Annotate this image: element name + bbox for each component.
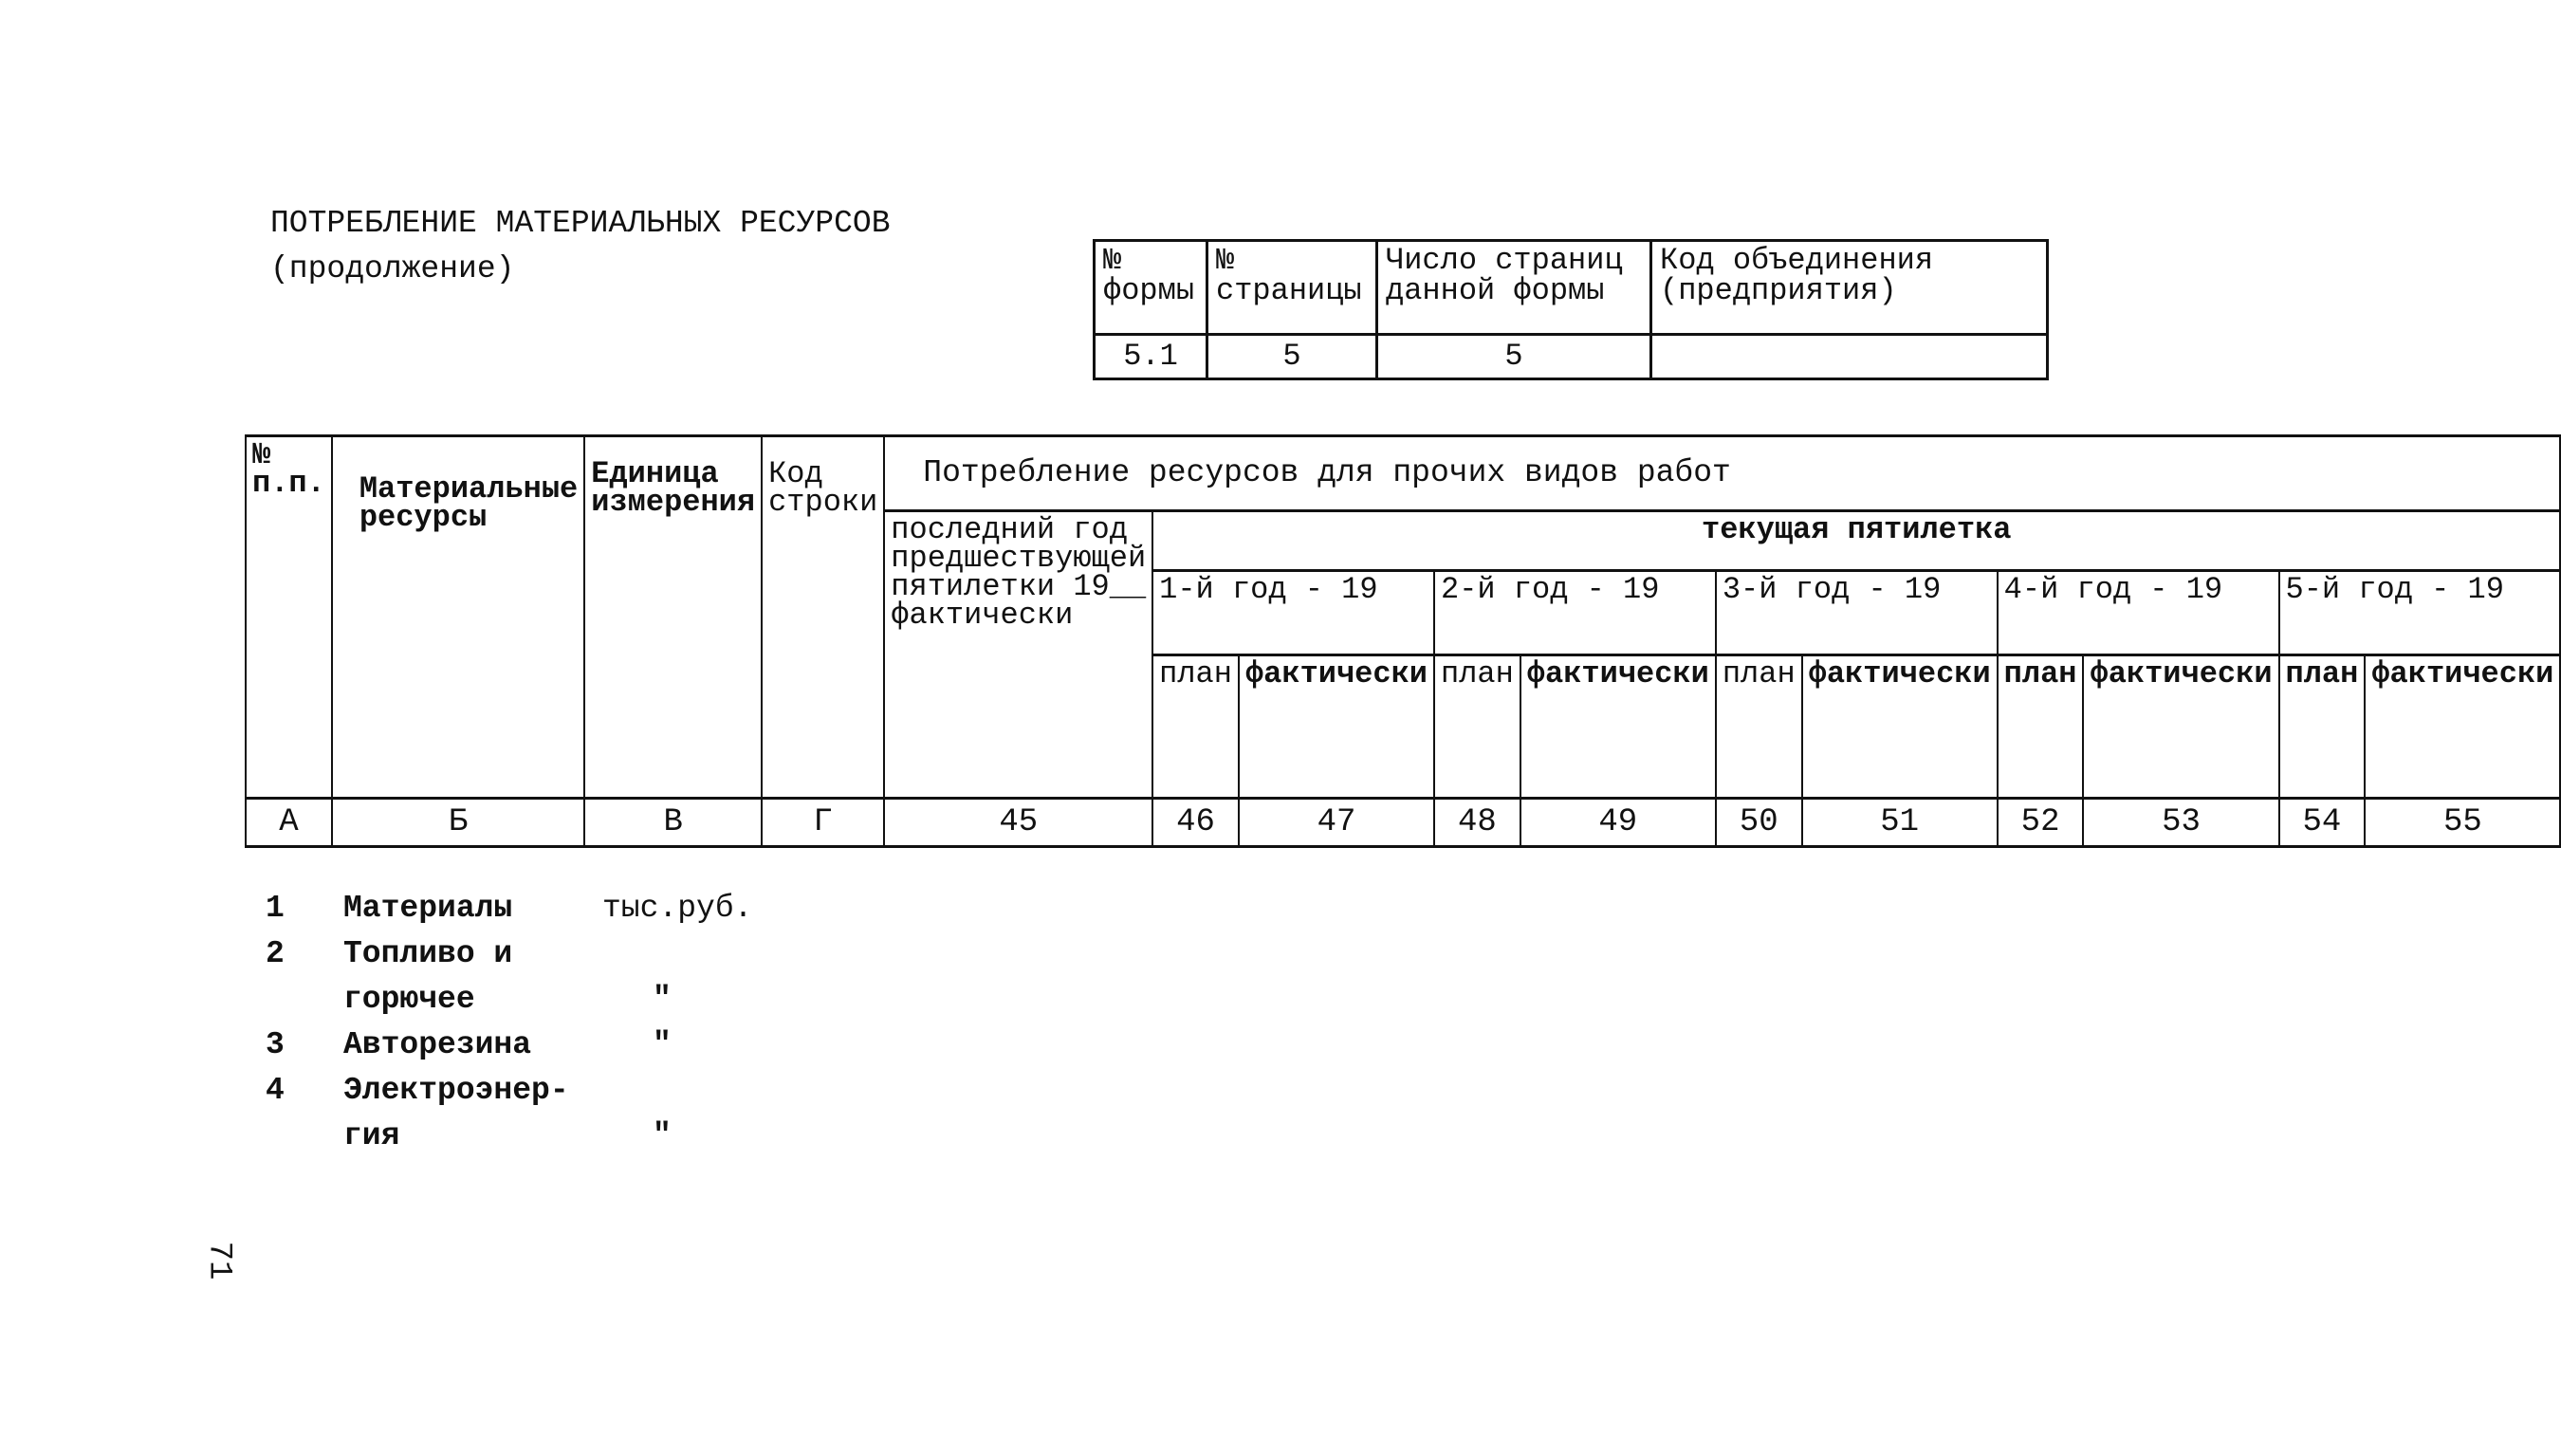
header-unit: Единица измерения xyxy=(584,436,762,799)
meta-value-page-no: 5 xyxy=(1207,335,1377,379)
title-line-2: (продолжение) xyxy=(270,251,515,286)
header-fact-4: фактически xyxy=(2083,655,2278,799)
meta-value-page-count: 5 xyxy=(1377,335,1651,379)
index-cell: Г xyxy=(762,799,884,847)
header-last-year: последний год предшествующей пятилетки 19__ фактически xyxy=(884,511,1152,799)
page-number: 71 xyxy=(200,1241,237,1281)
index-cell: 51 xyxy=(1802,799,1998,847)
index-cell: 55 xyxy=(2365,799,2560,847)
header-plan-1: план xyxy=(1152,655,1239,799)
row-number: 1 xyxy=(266,891,285,926)
header-year-2: 2-й год - 19 xyxy=(1434,571,1716,655)
form-meta-table xyxy=(1093,239,2049,380)
row-name: Топливо и xyxy=(343,936,513,971)
row-number: 4 xyxy=(266,1073,285,1108)
header-plan-2: план xyxy=(1434,655,1520,799)
index-cell: 48 xyxy=(1434,799,1520,847)
index-cell: 52 xyxy=(1998,799,2084,847)
header-plan-5: план xyxy=(2279,655,2366,799)
meta-value-form-no: 5.1 xyxy=(1095,335,1207,379)
resource-consumption-table xyxy=(245,434,2561,848)
index-cell: В xyxy=(584,799,762,847)
header-fact-1: фактически xyxy=(1239,655,1434,799)
header-consumption-title: Потребление ресурсов для прочих видов работ xyxy=(884,436,2560,511)
meta-header-page-no: № страницы xyxy=(1207,241,1377,335)
header-year-4: 4-й год - 19 xyxy=(1998,571,2279,655)
index-cell: 46 xyxy=(1152,799,1239,847)
index-cell: 49 xyxy=(1520,799,1716,847)
header-current-5yr: текущая пятилетка xyxy=(1152,511,2560,571)
row-number: 2 xyxy=(266,936,285,971)
index-cell: 50 xyxy=(1716,799,1802,847)
meta-header-form-no: № формы xyxy=(1095,241,1207,335)
index-cell: 45 xyxy=(884,799,1152,847)
header-line-code: Код строки xyxy=(762,436,884,799)
row-name: горючее xyxy=(343,982,475,1017)
header-resources: Материальные ресурсы xyxy=(332,436,584,799)
header-row-number: № п.п. xyxy=(246,436,332,799)
index-cell: 53 xyxy=(2083,799,2278,847)
row-number: 3 xyxy=(266,1027,285,1062)
form-title xyxy=(270,201,891,292)
index-cell: 54 xyxy=(2279,799,2366,847)
header-plan-3: план xyxy=(1716,655,1802,799)
index-cell: А xyxy=(246,799,332,847)
row-name: Авторезина xyxy=(343,1027,532,1062)
header-plan-4: план xyxy=(1998,655,2084,799)
header-year-5: 5-й год - 19 xyxy=(2279,571,2561,655)
header-year-1: 1-й год - 19 xyxy=(1152,571,1434,655)
row-name: Электроэнер- xyxy=(343,1073,569,1108)
header-year-3: 3-й год - 19 xyxy=(1716,571,1998,655)
row-name: гия xyxy=(343,1118,400,1153)
meta-header-page-count: Число страниц данной формы xyxy=(1377,241,1651,335)
title-line-1: ПОТРЕБЛЕНИЕ МАТЕРИАЛЬНЫХ РЕСУРСОВ xyxy=(270,206,891,241)
row-ditto: " xyxy=(653,1027,672,1062)
row-name: Материалы xyxy=(343,891,513,926)
index-cell: 47 xyxy=(1239,799,1434,847)
row-ditto: " xyxy=(653,1118,672,1153)
header-fact-2: фактически xyxy=(1520,655,1716,799)
header-fact-5: фактически xyxy=(2365,655,2560,799)
meta-header-org-code: Код объединения (предприятия) xyxy=(1651,241,2048,335)
row-ditto: " xyxy=(653,982,672,1017)
header-fact-3: фактически xyxy=(1802,655,1998,799)
index-cell: Б xyxy=(332,799,584,847)
row-unit: тыс.руб. xyxy=(602,891,753,926)
meta-value-org-code xyxy=(1651,335,2048,379)
